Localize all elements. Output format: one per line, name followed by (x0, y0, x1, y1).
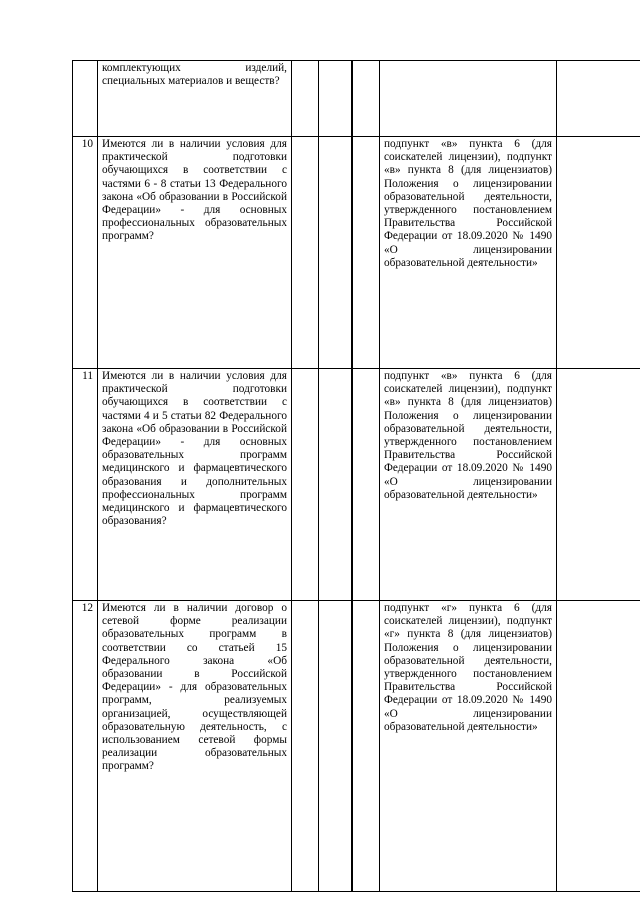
answer-no-cell (319, 61, 352, 137)
reference-cell: подпункт «г» пункта 6 (для соискателей лицензии), подпункт «г» пункта 8 (для лицензиатов) Положения о лицензировании образовательной деятельности, утвержденного постановлением Правительства Российской Федерации от 18.09.2020 № 1490 «О лицензировании образовательной деятельности» (380, 601, 557, 892)
table-row (73, 601, 640, 892)
answer-na-cell (352, 61, 380, 137)
row-number: 10 (73, 137, 98, 369)
row-number: 11 (73, 369, 98, 601)
reference-cell (380, 61, 557, 137)
answer-na-cell (352, 601, 380, 892)
answer-yes-cell (292, 137, 319, 369)
answer-yes-cell (292, 369, 319, 601)
question-cell: Имеются ли в наличии условия для практической подготовки обучающихся в соответствии с частями 6 - 8 статьи 13 Федерального закона «Об образовании в Российской Федерации» - для основных профессиональных образовательных программ? (98, 137, 292, 369)
reference-cell: подпункт «в» пункта 6 (для соискателей лицензии), подпункт «в» пункта 8 (для лицензиатов) Положения о лицензировании образовательной деятельности, утвержденного постановлением Правительства Российской Федерации от 18.09.2020 № 1490 «О лицензировании образовательной деятельности» (380, 369, 557, 601)
answer-yes-cell (292, 61, 319, 137)
note-cell (557, 601, 640, 892)
row-number: 12 (73, 601, 98, 892)
question-cell: Имеются ли в наличии условия для практической подготовки обучающихся в соответствии с частями 4 и 5 статьи 82 Федерального закона «Об образовании в Российской Федерации» - для основных образовательных программ медицинского и фармацевтического образования и дополнительных профессиональных программ медицинского и фармацевтического образования? (98, 369, 292, 601)
answer-no-cell (319, 601, 352, 892)
reference-cell: подпункт «в» пункта 6 (для соискателей лицензии), подпункт «в» пункта 8 (для лицензиатов) Положения о лицензировании образовательной деятельности, утвержденного постановлением Правительства Российской Федерации от 18.09.2020 № 1490 «О лицензировании образовательной деятельности» (380, 137, 557, 369)
answer-yes-cell (292, 601, 319, 892)
row-number (73, 61, 98, 137)
table-row (73, 369, 640, 601)
answer-na-cell (352, 137, 380, 369)
note-cell (557, 61, 640, 137)
answer-na-cell (352, 369, 380, 601)
question-cell: Имеются ли в наличии договор о сетевой форме реализации образовательных программ в соответствии со статьей 15 Федерального закона «Об образовании в Российской Федерации» - для образовательных программ, реализуемых организацией, осуществляющей образовательную деятельность, с использованием сетевой формы реализации образовательных программ? (98, 601, 292, 892)
table-row (73, 61, 640, 137)
note-cell (557, 369, 640, 601)
question-cell: комплектующих изделий, специальных материалов и веществ? (98, 61, 292, 137)
note-cell (557, 137, 640, 369)
answer-no-cell (319, 137, 352, 369)
checklist-table (72, 60, 640, 892)
answer-no-cell (319, 369, 352, 601)
table-row (73, 137, 640, 369)
